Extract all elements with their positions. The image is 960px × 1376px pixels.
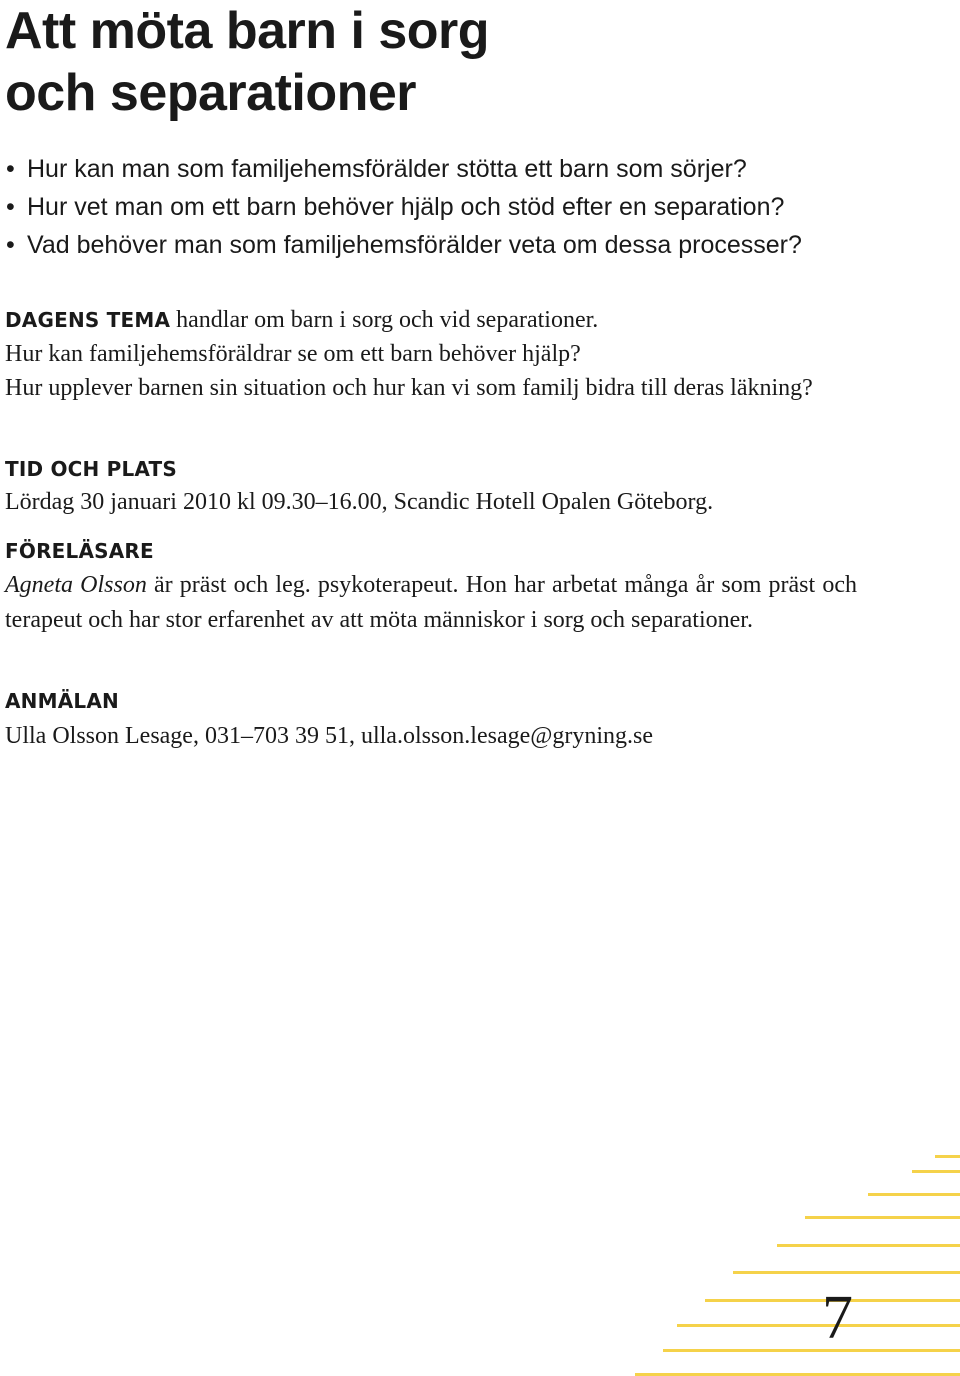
question-list (0, 150, 802, 264)
bullet-icon: • (6, 193, 15, 221)
bullet-icon: • (6, 155, 15, 183)
intro-text-3: Hur upplever barnen sin situation och hur kan vi som familj bidra till deras läkning? (5, 375, 813, 401)
intro-text-1: handlar om barn i sorg och vid separationer. (176, 307, 599, 333)
stripe (935, 1155, 960, 1158)
stripe (777, 1244, 960, 1247)
stripe (677, 1324, 960, 1327)
title-line-1: Att möta barn i sorg (5, 2, 490, 60)
page-title (5, 0, 489, 124)
bullet-icon: • (6, 231, 15, 259)
dagens-tema-label: DAGENS TEMA (5, 308, 171, 332)
lecturer-name: Agneta Olsson (5, 572, 147, 598)
stripe (733, 1271, 960, 1274)
list-item-text: Hur kan man som familjehemsförälder stötta ett barn som sörjer? (27, 155, 747, 183)
title-line-2: och separationer (5, 64, 417, 122)
tid-och-plats-text: Lördag 30 januari 2010 kl 09.30–16.00, Scandic Hotell Opalen Göteborg. (5, 489, 714, 515)
stripe (805, 1216, 960, 1219)
list-item-text: Vad behöver man som familjehemsförälder veta om dessa processer? (27, 231, 802, 259)
anmalan-text: Ulla Olsson Lesage, 031–703 39 51, ulla.olsson.lesage@gryning.se (5, 723, 654, 749)
forelasare-heading: FÖRELÄSARE (5, 539, 154, 563)
list-item (0, 188, 802, 226)
tid-och-plats-heading: TID OCH PLATS (5, 457, 178, 481)
intro-line-1 (5, 303, 857, 337)
list-item (0, 226, 802, 264)
stripe (868, 1193, 960, 1196)
list-item (0, 150, 802, 188)
intro-text-2: Hur kan familjehemsföräldrar se om ett barn behöver hjälp? (5, 341, 581, 367)
list-item-text: Hur vet man om ett barn behöver hjälp och stöd efter en separation? (27, 193, 785, 221)
decorative-stripes (630, 1150, 960, 1376)
intro-section (5, 303, 857, 405)
lecturer-description: är präst och leg. psykoterapeut. Hon har arbetat många år som präst och terapeut och har stor erfarenhet av att möta människor i sorg och separationer. (5, 572, 858, 633)
stripe (912, 1170, 960, 1173)
forelasare-text (5, 568, 857, 638)
anmalan-heading: ANMÄLAN (5, 689, 119, 713)
page-number: 7 (822, 1284, 853, 1352)
stripe (663, 1349, 960, 1352)
